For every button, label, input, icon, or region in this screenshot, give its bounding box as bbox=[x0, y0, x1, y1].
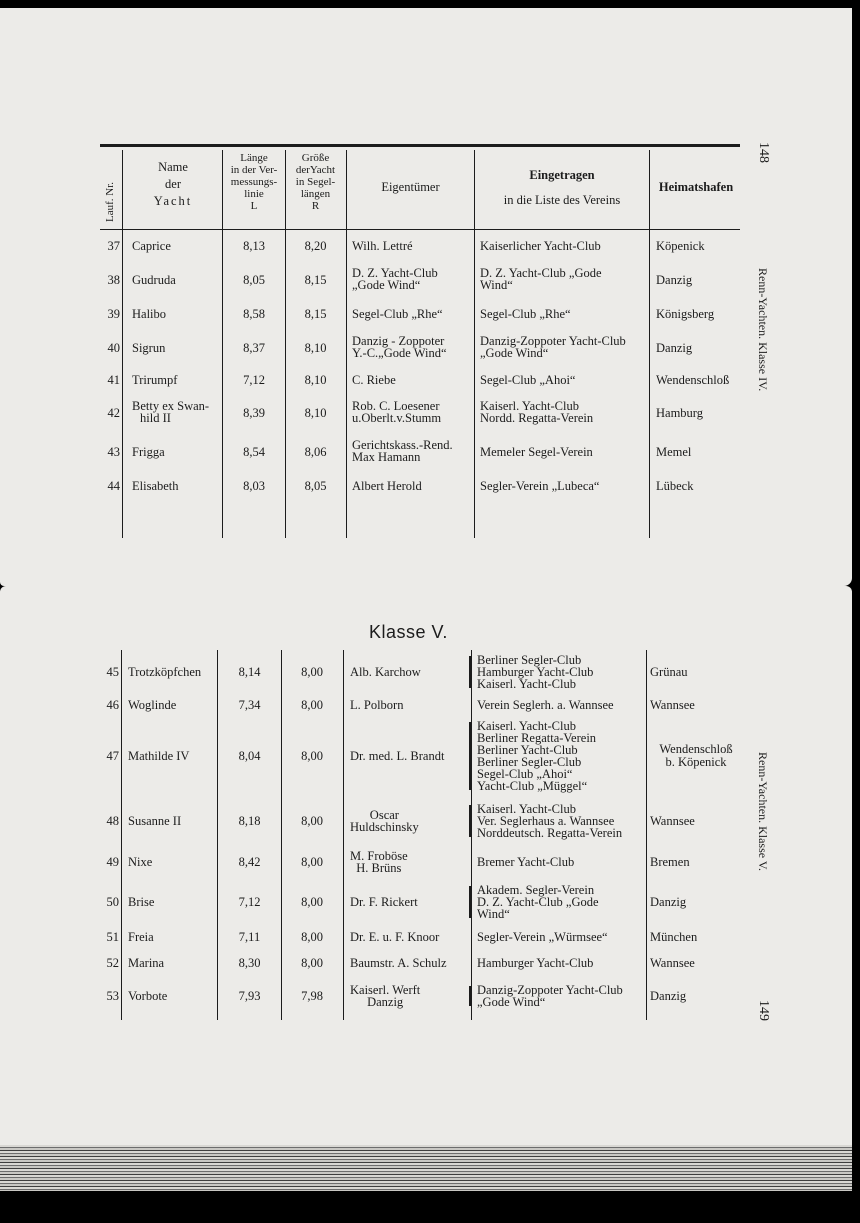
klasse_v_rows-club-cell bbox=[477, 720, 596, 792]
klasse_iv_rows-home-cell bbox=[656, 274, 692, 286]
klasse_v_rows-club-line: Berliner Segler-Club bbox=[477, 755, 582, 769]
klasse_v_rows-owner-line: Dr. F. Rickert bbox=[350, 895, 418, 909]
klasse_iv_rows-r-cell: 8,20 bbox=[304, 239, 327, 253]
klasse_iv_rows-name-cell bbox=[132, 480, 179, 492]
klasse_iv_rows-name-cell bbox=[132, 274, 176, 286]
klasse_v_rows-owner-cell bbox=[350, 984, 420, 1008]
klasse_iv_rows-club-cell bbox=[480, 400, 593, 424]
klasse_v_rows-club-cell bbox=[477, 931, 608, 943]
klasse_iv_rows-owner-line: Y.-C.„Gode Wind“ bbox=[352, 346, 447, 360]
upper-page bbox=[0, 8, 852, 586]
klasse_v_rows-r-cell: 8,00 bbox=[301, 855, 323, 869]
klasse_v_rows-nr-cell: 45 bbox=[106, 665, 119, 679]
klasse_iv_rows-name-cell bbox=[132, 400, 209, 424]
klasse_v_rows-owner-cell bbox=[350, 896, 418, 908]
klasse_iv_rows-name-cell bbox=[132, 342, 165, 354]
klasse_iv_rows-r-cell: 8,10 bbox=[304, 373, 327, 387]
klasse_v_rows-l-cell: 8,42 bbox=[238, 855, 261, 869]
klasse_v_rows-l-cell: 7,93 bbox=[238, 989, 261, 1003]
klasse_iv_rows-l-cell: 8,58 bbox=[243, 307, 265, 321]
klasse_v_rows-owner-cell bbox=[350, 850, 408, 874]
klasse_iv_rows-name-cell bbox=[132, 308, 166, 320]
klasse_v_rows-club-cell bbox=[477, 803, 622, 839]
header-name-2: der bbox=[165, 177, 181, 191]
klasse_iv_rows-club-cell bbox=[480, 267, 602, 291]
brace bbox=[469, 656, 471, 688]
klasse_v_rows-club-line: Wind“ bbox=[477, 907, 510, 921]
klasse_v_rows-nr-cell: 53 bbox=[106, 989, 119, 1003]
klasse_v_rows-l-cell: 8,14 bbox=[238, 665, 261, 679]
klasse_v_rows-owner-line: Dr. med. L. Brandt bbox=[350, 749, 445, 763]
klasse_iv_rows-owner-cell bbox=[352, 308, 443, 320]
header-groesse-3: in Segel- bbox=[295, 176, 336, 188]
klasse_v_rows-club-line: Berliner Regatta-Verein bbox=[477, 731, 597, 745]
brace bbox=[469, 722, 471, 790]
klasse_v_rows-home-cell bbox=[650, 815, 695, 828]
klasse_iv_rows-home-line: Köpenick bbox=[656, 238, 705, 253]
klasse_iv_rows-home-line: Memel bbox=[656, 444, 692, 459]
klasse_iv_rows-name-cell bbox=[132, 374, 177, 386]
header-groesse-1: Größe bbox=[301, 152, 330, 164]
klasse_iv_rows-r-cell: 8,05 bbox=[304, 479, 327, 493]
klasse_v_rows-owner-line: Danzig bbox=[367, 995, 404, 1009]
klasse_v_rows-club-cell bbox=[477, 699, 614, 711]
klasse_v_rows-r-cell: 8,00 bbox=[301, 956, 323, 970]
klasse_v_rows-club-line: Akadem. Segler-Verein bbox=[477, 883, 595, 897]
klasse_iv_rows-l-cell: 8,05 bbox=[243, 273, 265, 287]
klasse_v_rows-owner-cell bbox=[350, 750, 444, 762]
klasse_iv_rows-club-cell bbox=[480, 374, 575, 386]
klasse_v_rows-club-line: Kaiserl. Yacht-Club bbox=[477, 802, 576, 816]
header-groesse-4: längen bbox=[300, 188, 331, 200]
running-head-top: Renn-Yachten. Klasse IV. bbox=[756, 268, 770, 392]
klasse_v_rows-club-line: Danzig-Zoppoter Yacht-Club bbox=[477, 983, 623, 997]
klasse_v_rows-name-cell bbox=[128, 896, 154, 909]
klasse_iv_rows-owner-line: Wilh. Lettré bbox=[352, 238, 413, 253]
klasse_iv_rows-l-cell: 8,37 bbox=[243, 341, 265, 355]
klasse_v_rows-nr-cell: 51 bbox=[106, 930, 119, 944]
klasse_iv_rows-name-line: Elisabeth bbox=[132, 478, 179, 493]
page-number-top: 148 bbox=[756, 142, 771, 163]
klasse_iv_rows-owner-cell bbox=[352, 267, 438, 291]
klasse_iv_rows-owner-line: Max Hamann bbox=[352, 450, 421, 464]
klasse_iv_rows-home-cell bbox=[656, 446, 691, 458]
klasse_iv_rows-club-line: Danzig-Zoppoter Yacht-Club bbox=[480, 334, 626, 348]
klasse_iv_rows-home-line: Hamburg bbox=[656, 405, 703, 420]
klasse_iv_rows-owner-cell bbox=[352, 335, 447, 359]
klasse_iv_rows-nr-cell: 43 bbox=[107, 445, 120, 459]
klasse_iv_rows-l-cell: 8,54 bbox=[243, 445, 265, 459]
klasse_v_rows-home-cell bbox=[650, 957, 695, 970]
brace bbox=[469, 986, 471, 1006]
klasse_v_rows-club-line: Kaiserl. Yacht-Club bbox=[477, 677, 576, 691]
klasse_iv_rows-home-line: Wendenschloß bbox=[656, 372, 730, 387]
klasse_v_rows-club-line: Norddeutsch. Regatta-Verein bbox=[477, 826, 623, 840]
klasse_v_rows-r-cell: 8,00 bbox=[301, 665, 323, 679]
klasse_v_rows-club-line: Ver. Seglerhaus a. Wannsee bbox=[477, 814, 615, 828]
brace bbox=[469, 805, 471, 837]
klasse_v_rows-nr-cell: 46 bbox=[106, 698, 119, 712]
klasse_v_rows-owner-line: H. Brüns bbox=[356, 861, 402, 875]
klasse_v_rows-name-cell bbox=[128, 931, 154, 944]
klasse_v_rows-l-cell: 7,11 bbox=[238, 930, 261, 944]
klasse_iv_rows-nr-cell: 41 bbox=[107, 373, 120, 387]
klasse_iv_rows-l-cell: 8,03 bbox=[243, 479, 265, 493]
klasse_v_rows-owner-line: Huldschinsky bbox=[350, 820, 419, 834]
klasse_iv_rows-owner-cell bbox=[352, 480, 422, 492]
klasse_v_rows-r-cell: 7,98 bbox=[301, 989, 323, 1003]
klasse_v_rows-l-cell: 8,30 bbox=[238, 956, 261, 970]
klasse_v_rows-owner-cell bbox=[350, 699, 403, 711]
klasse_v_rows-r-cell: 8,00 bbox=[301, 749, 323, 763]
klasse_v_rows-r-cell: 8,00 bbox=[301, 895, 323, 909]
klasse_v_rows-home-cell bbox=[650, 990, 686, 1003]
klasse_iv_rows-club-line: D. Z. Yacht-Club „Gode bbox=[480, 266, 602, 280]
header-laenge-4: linie bbox=[244, 188, 264, 200]
klasse_iv_rows-home-cell bbox=[656, 407, 703, 419]
klasse_v_rows-r-cell: 8,00 bbox=[301, 930, 323, 944]
klasse_v_rows-owner-line: M. Froböse bbox=[350, 849, 408, 863]
klasse_iv_rows-owner-line: Segel-Club „Rhe“ bbox=[352, 306, 443, 321]
klasse_v_rows-name-line: Marina bbox=[128, 955, 165, 970]
klasse_iv_rows-club-line: Segel-Club „Ahoi“ bbox=[480, 372, 576, 387]
klasse_iv_rows-l-cell: 7,12 bbox=[243, 373, 265, 387]
klasse_iv_rows-r-cell: 8,10 bbox=[304, 406, 327, 420]
klasse_iv_rows-r-cell: 8,06 bbox=[304, 445, 327, 459]
klasse_iv_rows-owner-line: D. Z. Yacht-Club bbox=[352, 266, 438, 280]
klasse_iv_rows-l-cell: 8,13 bbox=[243, 239, 265, 253]
klasse_iv_rows-r-cell: 8,15 bbox=[304, 273, 327, 287]
klasse_v_rows-name-cell bbox=[128, 815, 181, 828]
klasse_v_rows-owner-cell bbox=[350, 809, 419, 833]
header-name-1: Name bbox=[158, 160, 188, 174]
klasse_v_rows-home-line: Wannsee bbox=[650, 955, 695, 970]
klasse_v_rows-name-line: Mathilde IV bbox=[128, 748, 190, 763]
klasse_v_rows-home-cell bbox=[650, 743, 742, 769]
klasse_v_rows-name-line: Freia bbox=[128, 929, 154, 944]
header-heimatshafen: Heimatshafen bbox=[658, 180, 734, 194]
klasse_iv_rows-owner-cell bbox=[352, 400, 441, 424]
klasse_iv_rows-name-line: Halibo bbox=[132, 306, 167, 321]
klasse_v_rows-club-cell bbox=[477, 654, 593, 690]
klasse_iv_rows-club-cell bbox=[480, 240, 601, 252]
klasse_v_rows-club-line: Bremer Yacht-Club bbox=[477, 855, 575, 869]
header-lauf-nr: Lauf. Nr. bbox=[104, 181, 116, 222]
klasse_v_rows-nr-cell: 47 bbox=[106, 749, 119, 763]
klasse_iv_rows-club-line: Kaiserlicher Yacht-Club bbox=[480, 238, 601, 253]
klasse_v_rows-home-line: Wannsee bbox=[650, 697, 695, 712]
klasse_v_rows-nr-cell: 48 bbox=[106, 814, 119, 828]
klasse_iv_rows-nr-cell: 40 bbox=[107, 341, 120, 355]
klasse_iv_rows-club-line: „Gode Wind“ bbox=[480, 346, 549, 360]
klasse_iv_rows-name-line: Caprice bbox=[132, 238, 171, 253]
header-laenge-2: in der Ver- bbox=[230, 164, 278, 176]
klasse_iv_rows-home-cell bbox=[656, 374, 729, 386]
klasse_iv_rows-owner-line: Danzig - Zoppoter bbox=[352, 334, 445, 348]
klasse_iv_rows-home-line: Danzig bbox=[656, 340, 693, 355]
klasse_v_rows-owner-cell bbox=[350, 957, 447, 969]
klasse_v_rows-l-cell: 8,18 bbox=[238, 814, 261, 828]
header-eingetragen-2: in die Liste des Vereins bbox=[503, 193, 621, 207]
klasse_v_rows-club-line: Yacht-Club „Müggel“ bbox=[477, 779, 588, 793]
klasse_iv_rows-name-line: Gudruda bbox=[132, 272, 176, 287]
klasse_iv_rows-club-line: Wind“ bbox=[480, 278, 513, 292]
klasse_v_rows-name-cell bbox=[128, 856, 152, 869]
klasse_v_rows-owner-line: Baumstr. A. Schulz bbox=[350, 956, 447, 970]
running-head-bottom: Renn-Yachten. Klasse V. bbox=[756, 752, 770, 871]
brace bbox=[469, 886, 471, 918]
klasse_iv_rows-name-line: Trirumpf bbox=[132, 372, 178, 387]
klasse_iv_rows-name-cell bbox=[132, 446, 165, 458]
klasse_iv_rows-owner-cell bbox=[352, 240, 413, 252]
klasse_iv_rows-name-line: Sigrun bbox=[132, 340, 166, 355]
page-number-bottom: 149 bbox=[756, 1000, 771, 1021]
klasse_v_rows-nr-cell: 49 bbox=[106, 855, 119, 869]
page-edges bbox=[0, 1145, 852, 1191]
klasse_iv_rows-nr-cell: 37 bbox=[107, 239, 120, 253]
klasse_v_rows-home-line: München bbox=[650, 929, 698, 944]
klasse_iv_rows-club-cell bbox=[480, 335, 626, 359]
klasse_iv_rows-club-cell bbox=[480, 480, 599, 492]
klasse_v_rows-club-line: Hamburger Yacht-Club bbox=[477, 665, 594, 679]
header-eingetragen-1: Eingetragen bbox=[529, 168, 595, 182]
klasse_iv_rows-nr-cell: 38 bbox=[107, 273, 120, 287]
klasse_v_rows-home-cell bbox=[650, 856, 690, 869]
header-eigentuemer: Eigentümer bbox=[381, 180, 440, 194]
klasse_v_rows-owner-cell bbox=[350, 931, 439, 943]
klasse_iv_rows-home-cell bbox=[656, 240, 705, 252]
klasse_iv_rows-club-line: Segel-Club „Rhe“ bbox=[480, 306, 571, 321]
klasse_v_rows-name-line: Woglinde bbox=[128, 697, 177, 712]
klasse_iv_rows-nr-cell: 44 bbox=[107, 479, 120, 493]
klasse_v_rows-owner-line: Dr. E. u. F. Knoor bbox=[350, 930, 440, 944]
klasse_iv_rows-club-line: Nordd. Regatta-Verein bbox=[480, 411, 594, 425]
klasse_v_rows-club-line: Segel-Club „Ahoi“ bbox=[477, 767, 573, 781]
klasse_iv_rows-nr-cell: 39 bbox=[107, 307, 120, 321]
klasse_v_rows-owner-line: Alb. Karchow bbox=[350, 665, 421, 679]
klasse_iv_rows-nr-cell: 42 bbox=[107, 406, 120, 420]
klasse_v_rows-name-line: Vorbote bbox=[128, 988, 168, 1003]
klasse_iv_rows-club-cell bbox=[480, 446, 593, 458]
klasse_v_rows-home-cell bbox=[650, 931, 697, 944]
klasse_v_rows-nr-cell: 52 bbox=[106, 956, 119, 970]
klasse_v_rows-home-line: b. Köpenick bbox=[665, 755, 727, 769]
klasse_v_rows-name-cell bbox=[128, 699, 176, 712]
klasse_v_rows-club-line: „Gode Wind“ bbox=[477, 995, 546, 1009]
klasse_iv_rows-owner-cell bbox=[352, 439, 453, 463]
klasse_v_rows-club-cell bbox=[477, 884, 599, 920]
header-laenge-3: messungs- bbox=[230, 176, 278, 188]
klasse_v_rows-club-line: Berliner Segler-Club bbox=[477, 653, 582, 667]
klasse_v_rows-club-line: D. Z. Yacht-Club „Gode bbox=[477, 895, 599, 909]
klasse_v_rows-name-cell bbox=[128, 990, 167, 1003]
klasse_v_rows-club-line: Segler-Verein „Würmsee“ bbox=[477, 930, 608, 944]
klasse_v_rows-name-cell bbox=[128, 666, 201, 679]
klasse_v_rows-club-cell bbox=[477, 957, 593, 969]
klasse_v_rows-name-cell bbox=[128, 750, 189, 763]
klasse_iv_rows-owner-cell bbox=[352, 374, 396, 386]
klasse_iv_rows-name-line: hild II bbox=[140, 411, 171, 425]
klasse_v_rows-club-line: Kaiserl. Yacht-Club bbox=[477, 719, 576, 733]
klasse_v_rows-l-cell: 7,34 bbox=[238, 698, 261, 712]
klasse_iv_rows-club-line: Segler-Verein „Lubeca“ bbox=[480, 478, 600, 493]
klasse_v_rows-club-cell bbox=[477, 984, 623, 1008]
klasse_v_rows-home-cell bbox=[650, 699, 695, 712]
klasse_iv_rows-r-cell: 8,10 bbox=[304, 341, 327, 355]
klasse_v_rows-l-cell: 7,12 bbox=[238, 895, 261, 909]
klasse_v_rows-home-line: Wannsee bbox=[650, 813, 695, 828]
klasse_v_rows-home-cell bbox=[650, 896, 686, 909]
klasse_v_rows-home-cell bbox=[650, 666, 688, 679]
klasse-v-title: Klasse V. bbox=[369, 622, 448, 642]
klasse_iv_rows-home-line: Lübeck bbox=[656, 478, 694, 493]
klasse_v_rows-home-line: Bremen bbox=[650, 854, 690, 869]
klasse_iv_rows-r-cell: 8,15 bbox=[304, 307, 327, 321]
klasse_v_rows-r-cell: 8,00 bbox=[301, 698, 323, 712]
klasse_v_rows-owner-line: L. Polborn bbox=[350, 698, 404, 712]
klasse_v_rows-club-line: Berliner Yacht-Club bbox=[477, 743, 578, 757]
klasse_iv_rows-owner-line: Rob. C. Loesener bbox=[352, 399, 440, 413]
klasse_v_rows-l-cell: 8,04 bbox=[238, 749, 261, 763]
klasse_v_rows-name-line: Susanne II bbox=[128, 813, 182, 828]
klasse_v_rows-club-line: Verein Seglerh. a. Wannsee bbox=[477, 698, 614, 712]
header-groesse-5: R bbox=[311, 200, 320, 212]
klasse_v_rows-owner-cell bbox=[350, 666, 421, 678]
klasse_iv_rows-home-line: Danzig bbox=[656, 272, 693, 287]
klasse_v_rows-name-line: Trotzköpfchen bbox=[128, 664, 202, 679]
klasse_v_rows-home-line: Grünau bbox=[650, 664, 688, 679]
header-laenge-1: Länge bbox=[240, 152, 268, 164]
klasse_iv_rows-club-cell bbox=[480, 308, 571, 320]
klasse_v_rows-home-line: Danzig bbox=[650, 894, 687, 909]
klasse_v_rows-owner-line: Oscar bbox=[369, 808, 399, 822]
klasse_iv_rows-home-line: Königsberg bbox=[656, 306, 715, 321]
klasse_iv_rows-club-line: Kaiserl. Yacht-Club bbox=[480, 399, 579, 413]
klasse_v_rows-name-line: Nixe bbox=[128, 854, 153, 869]
klasse_iv_rows-owner-line: Albert Herold bbox=[352, 478, 422, 493]
klasse_iv_rows-home-cell bbox=[656, 308, 714, 320]
header-name-3: Yacht bbox=[153, 194, 193, 208]
header-laenge-5: L bbox=[250, 200, 258, 212]
klasse_iv_rows-name-line: Frigga bbox=[132, 444, 165, 459]
klasse_iv_rows-home-cell bbox=[656, 342, 692, 354]
klasse_iv_rows-owner-line: Gerichtskass.-Rend. bbox=[352, 438, 453, 452]
klasse_v_rows-club-line: Hamburger Yacht-Club bbox=[477, 956, 594, 970]
klasse_v_rows-home-line: Danzig bbox=[650, 988, 687, 1003]
klasse_v_rows-r-cell: 8,00 bbox=[301, 814, 323, 828]
klasse_iv_rows-owner-line: C. Riebe bbox=[352, 372, 396, 387]
klasse_v_rows-name-cell bbox=[128, 957, 164, 970]
klasse_v_rows-name-line: Brise bbox=[128, 894, 155, 909]
klasse_iv_rows-owner-line: u.Oberlt.v.Stumm bbox=[352, 411, 442, 425]
klasse_v_rows-nr-cell: 50 bbox=[106, 895, 119, 909]
klasse_v_rows-owner-line: Kaiserl. Werft bbox=[350, 983, 421, 997]
klasse_iv_rows-name-line: Betty ex Swan- bbox=[132, 399, 210, 413]
header-groesse-2: derYacht bbox=[295, 164, 336, 176]
klasse_iv_rows-home-cell bbox=[656, 480, 693, 492]
klasse_v_rows-home-line: Wendenschloß bbox=[659, 742, 733, 756]
klasse_iv_rows-name-cell bbox=[132, 240, 171, 252]
klasse_v_rows-club-cell bbox=[477, 856, 574, 868]
klasse_iv_rows-l-cell: 8,39 bbox=[243, 406, 265, 420]
klasse_iv_rows-owner-line: „Gode Wind“ bbox=[352, 278, 421, 292]
klasse_iv_rows-club-line: Memeler Segel-Verein bbox=[480, 444, 593, 459]
